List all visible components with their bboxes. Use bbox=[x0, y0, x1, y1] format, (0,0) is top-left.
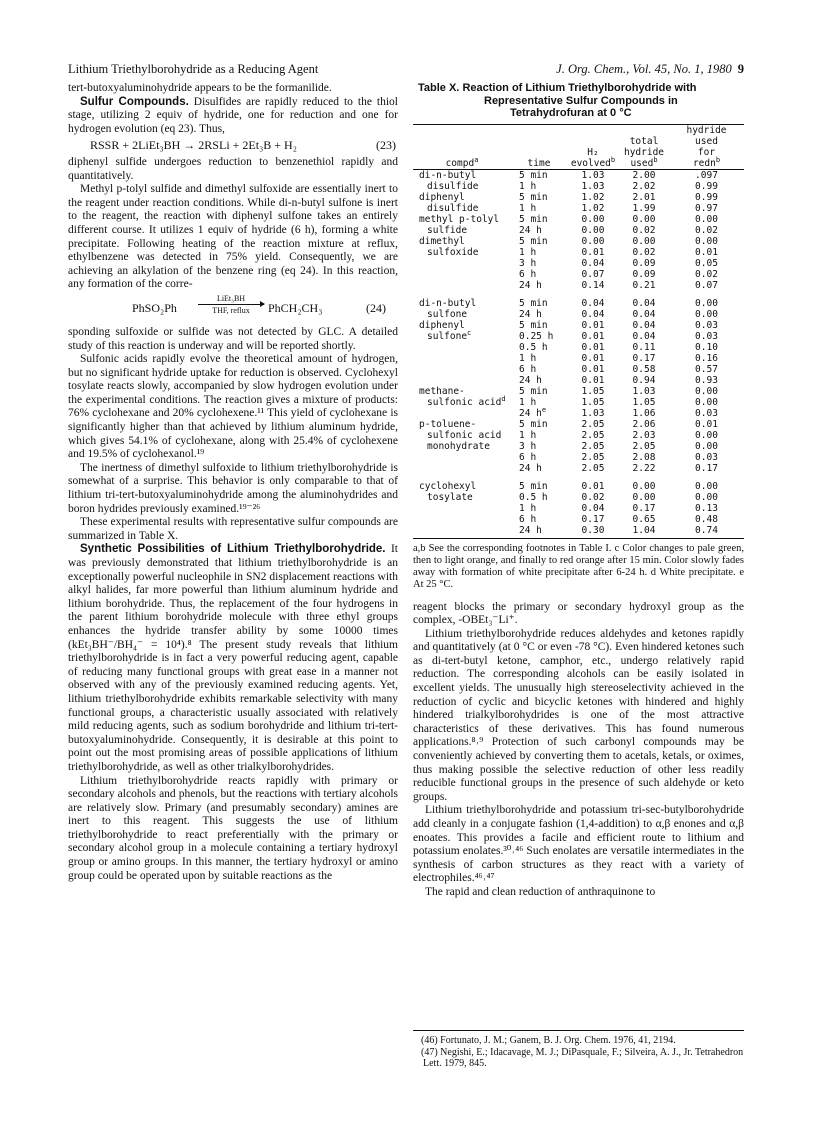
cell-time: 24 h bbox=[519, 224, 542, 236]
left-column bbox=[68, 82, 398, 883]
cell-hydride-redn: 0.07 bbox=[695, 279, 718, 291]
running-title: Lithium Triethylborohydride as a Reducing Agent bbox=[68, 62, 319, 76]
product: PhCH₂CH₃ bbox=[268, 300, 323, 315]
cell-time: 6 h bbox=[519, 268, 537, 280]
data-table bbox=[413, 124, 744, 539]
cell-h2-evolved: 1.03 bbox=[581, 407, 605, 419]
table-row bbox=[413, 331, 744, 342]
cell-h2-evolved: 2.05 bbox=[581, 440, 605, 452]
equation-24 bbox=[68, 294, 398, 324]
cell-compd: p-toluene- bbox=[419, 418, 477, 430]
cell-total-hydride: 0.09 bbox=[632, 268, 656, 280]
cell-h2-evolved: 0.00 bbox=[581, 235, 605, 247]
cell-compd bbox=[413, 463, 511, 474]
cell-compd bbox=[413, 280, 511, 291]
cell-compd: diphenyl bbox=[419, 191, 465, 203]
table-row bbox=[413, 430, 744, 441]
cell-hydride-redn: 0.74 bbox=[669, 525, 744, 539]
paragraph: reagent blocks the primary or secondary hydroxyl group as the complex, -OBEt₃⁻Li⁺. bbox=[413, 600, 744, 627]
cell-time: 24 h bbox=[519, 374, 542, 386]
cell-hydride-redn: 0.00 bbox=[695, 396, 718, 408]
cell-compd: disulfide bbox=[427, 180, 479, 192]
cell-total-hydride: 2.22 bbox=[632, 462, 656, 474]
table-row bbox=[413, 474, 744, 492]
cell-time: 5 min bbox=[519, 297, 548, 309]
table-row bbox=[413, 397, 744, 408]
cell-compd: tosylate bbox=[427, 491, 473, 503]
section-head-synthetic: Synthetic Possibilities of Lithium Triethylborohydride. bbox=[80, 543, 386, 556]
cell-hydride-redn: 0.99 bbox=[695, 191, 718, 203]
cell-compd bbox=[413, 258, 511, 269]
paragraph: The rapid and clean reduction of anthraquinone to bbox=[425, 885, 656, 898]
paragraph: Lithium triethylborohydride reduces aldehydes and ketones rapidly and quantitatively (at 0 °C or even -78 °C). Even hindered ketones such as di-tert-butyl ketone, camphor, etc., undergo relatively rapid reduction. The corresponding alcohols can be easily isolated in excellent yields. The unusually high stereoselectivity achieved in the reduction of cyclic and bicyclic ketones with hindered and highly hindered trialkylborohydrides is one of the most attractive characteristics of these derivatives. This has found numerous applications.⁸˒⁹ Protection of such carbonyl compounds may be conveniently achieved by converting them to acetals, ketals, or oximes, thus making possible the selective reduction of other less readily reducible functional groups in the presence of such aldehyde or keto groups. bbox=[413, 627, 744, 803]
cell-hydride-redn: 0.48 bbox=[695, 513, 718, 525]
cell-h2-evolved: 0.04 bbox=[581, 502, 605, 514]
table-row bbox=[413, 203, 744, 214]
cell-total-hydride: 0.00 bbox=[632, 491, 656, 503]
cell-h2-evolved: 2.05 bbox=[581, 418, 605, 430]
cell-hydride-redn: 0.99 bbox=[695, 180, 718, 192]
cell-time: 5 min bbox=[519, 385, 548, 397]
table-row bbox=[413, 386, 744, 397]
table-row bbox=[413, 441, 744, 452]
paragraph: Sulfonic acids rapidly evolve the theoretical amount of hydrogen, but no significant hydride uptake for reduction is observed. Cyclohexyl tosylate reacts slowly, accompanied by slow hydrogen evolution under the experimental conditions. The reaction gives a mixture of products: 76% cyclohexane and 20% cyclohexene.¹¹ This yield of cyclohexane is significantly higher than that achieved by lithium aluminum hydride, which gives 54.1% of cyclohexane, along with 25.4% of cyclohexene and 19.5% of cyclohexanol.¹⁹ bbox=[68, 353, 398, 461]
cell-h2-evolved: 0.30 bbox=[567, 525, 619, 539]
synthetic-paragraph: Synthetic Possibilities of Lithium Triethylborohydride. It was previously demonstrated that lithium triethylborohydride is an exceptionally powerful nucleophile in SN2 displacement reactions with alkyl halides, far more powerful than lithium aluminum hydride and lithium borohydride. Thus, the replacement of the four hydrogens in the parent lithium borohydride molecule with three ethyl groups enhances the hydride transfer ability by some 10000 times (kEt₃BH⁻/BH₄⁻ = 10⁴).⁸ The present study reveals that lithium triethylborohydride is in fact a very powerful reducing agent, capable of reducing many functional groups with great ease in a manner not observed with any of the previously examined reducing agents. Yet, lithium triethylborohydride exhibits remarkable selectivity with many functional groups, a characteristic usually associated with relatively mild reducing agents, such as sodium borohydride and lithium tri-tert-butoxyaluminohydride. Consequently, it is desirable at this point to point out the most promising areas of possible applications of lithium triethylborohydride, as well as other trialkylborohydrides. bbox=[68, 543, 398, 773]
cell-h2-evolved: 2.05 bbox=[581, 429, 605, 441]
col-header-total-hydride: total hydride used$^b$ bbox=[619, 124, 669, 169]
cell-compd bbox=[413, 408, 511, 419]
cell-time: 24 h bbox=[519, 462, 542, 474]
cell-hydride-redn: 0.02 bbox=[695, 268, 718, 280]
cell-total-hydride: 1.05 bbox=[632, 396, 656, 408]
cell-h2-evolved: 0.01 bbox=[581, 363, 605, 375]
cell-total-hydride: 2.06 bbox=[632, 418, 656, 430]
table-row bbox=[413, 236, 744, 247]
cell-hydride-redn: 0.17 bbox=[695, 462, 718, 474]
cell-h2-evolved: 0.14 bbox=[581, 279, 605, 291]
paragraph: Methyl p-tolyl sulfide and dimethyl sulfoxide are essentially inert to the reagent under reaction conditions. While di-n-butyl sulfone is inert to the reagent, the reaction with diphenyl sulfone takes an entirely different course. It utilizes 1 equiv of hydride (6 h), forming a white precipitate. Following heating of the reaction mixture at reflux, ethylbenzene was detected in 75% yield. Consequently, we are achieving an alkylation of the benzene ring (eq 24). In this reaction, any formation of the corre- bbox=[68, 183, 398, 291]
cell-h2-evolved: 0.00 bbox=[581, 213, 605, 225]
table-row bbox=[413, 452, 744, 463]
cell-hydride-redn: 0.00 bbox=[695, 491, 718, 503]
cell-time: 6 h bbox=[519, 513, 537, 525]
cell-h2-evolved: 0.01 bbox=[581, 341, 605, 353]
cell-time: 0.5 h bbox=[519, 341, 548, 353]
cell-compd: sulfonic acid$^d$ bbox=[427, 394, 506, 408]
cell-hydride-redn: 0.16 bbox=[695, 352, 718, 364]
table-row bbox=[413, 169, 744, 181]
equation-23: RSSR + 2LiEt₃BH → 2RSLi + 2Et₃B + H₂ (23) bbox=[90, 138, 396, 153]
paragraph: The inertness of dimethyl sulfoxide to lithium triethylborohydride is somewhat of a surprise. This behavior is only comparable to that of lithium tri-tert-butoxyaluminohydride among the aluminohydrides and boron hydrides previously examined.¹⁹⁻²⁶ bbox=[68, 461, 398, 515]
cell-compd: di-n-butyl bbox=[419, 297, 477, 309]
cell-compd: sulfide bbox=[427, 224, 468, 236]
cell-compd: di-n-butyl bbox=[419, 169, 477, 181]
cell-hydride-redn: 0.01 bbox=[695, 418, 718, 430]
cell-compd bbox=[413, 269, 511, 280]
cell-h2-evolved: 1.03 bbox=[581, 180, 605, 192]
cell-compd bbox=[413, 342, 511, 353]
cell-total-hydride: 2.05 bbox=[632, 440, 656, 452]
table-row bbox=[413, 342, 744, 353]
cell-total-hydride: 0.09 bbox=[632, 257, 656, 269]
cell-h2-evolved: 1.02 bbox=[581, 191, 605, 203]
cell-compd bbox=[413, 353, 511, 364]
cell-compd: methyl p-tolyl bbox=[419, 213, 500, 225]
cell-compd bbox=[413, 364, 511, 375]
cell-hydride-redn: 0.00 bbox=[695, 480, 718, 492]
cell-h2-evolved: 0.04 bbox=[581, 257, 605, 269]
cell-time: 24 h bbox=[511, 525, 567, 539]
sulfur-paragraph: Sulfur Compounds. Disulfides are rapidly reduced to the thiol stage, utilizing 2 equiv of hydride, one for reduction and one for hydrogen evolution (eq 23). Thus, bbox=[68, 95, 399, 135]
cell-total-hydride: 0.02 bbox=[632, 224, 656, 236]
table-row bbox=[413, 225, 744, 236]
cell-compd: methane- bbox=[419, 385, 465, 397]
cell-time: 24 $h^e$ bbox=[519, 405, 547, 419]
table-row bbox=[413, 247, 744, 258]
cell-total-hydride: 0.04 bbox=[632, 308, 656, 320]
cell-compd: sulfoxide bbox=[427, 246, 479, 258]
reactant: PhSO₂Ph bbox=[132, 300, 177, 315]
cell-total-hydride: 1.04 bbox=[619, 525, 669, 539]
cell-h2-evolved: 1.02 bbox=[581, 202, 605, 214]
cell-time: 6 h bbox=[519, 363, 537, 375]
cell-total-hydride: 1.06 bbox=[632, 407, 656, 419]
condition-label: THF, reflux bbox=[212, 305, 250, 315]
cell-compd: diphenyl bbox=[419, 319, 465, 331]
cell-total-hydride: 0.17 bbox=[632, 352, 656, 364]
table-row bbox=[413, 320, 744, 331]
table-row bbox=[413, 408, 744, 419]
cell-total-hydride: 2.00 bbox=[632, 169, 656, 181]
cell-total-hydride: 2.03 bbox=[632, 429, 656, 441]
reaction-arrow bbox=[198, 294, 264, 315]
cell-compd bbox=[413, 514, 511, 525]
table-row bbox=[413, 258, 744, 269]
cell-total-hydride: 1.03 bbox=[632, 385, 656, 397]
cell-time: 0.5 h bbox=[519, 491, 548, 503]
cell-compd: sulfone bbox=[427, 308, 468, 320]
cell-h2-evolved: 0.00 bbox=[581, 224, 605, 236]
equation-number: (23) bbox=[376, 138, 396, 153]
table-row bbox=[413, 291, 744, 309]
cell-total-hydride: 2.02 bbox=[632, 180, 656, 192]
cell-compd: sulfone$^c$ bbox=[427, 328, 472, 342]
table-footnote: a,b See the corresponding footnotes in Table I. c Color changes to pale green, then to light orange, and finally to red orange after 15 min. Color slowly fades away with formation of white precipitate after 6-24 h. d White precipitate. e At 25 °C. bbox=[413, 542, 744, 590]
table-row bbox=[413, 463, 744, 474]
cell-hydride-redn: 0.93 bbox=[695, 374, 718, 386]
cell-hydride-redn: 0.10 bbox=[695, 341, 718, 353]
cell-compd bbox=[413, 503, 511, 514]
paragraph: diphenyl sulfide undergoes reduction to benzenethiol rapidly and quantitatively. bbox=[68, 155, 398, 182]
cell-hydride-redn: 0.03 bbox=[695, 407, 718, 419]
cell-time: 3 h bbox=[519, 257, 537, 269]
cell-h2-evolved: 2.05 bbox=[581, 451, 605, 463]
arrow-icon bbox=[198, 304, 264, 305]
table-row bbox=[413, 525, 744, 539]
cell-hydride-redn: 0.00 bbox=[695, 235, 718, 247]
cell-hydride-redn: 0.97 bbox=[695, 202, 718, 214]
cell-total-hydride: 0.11 bbox=[632, 341, 656, 353]
cell-time: 24 h bbox=[519, 279, 542, 291]
table-row bbox=[413, 364, 744, 375]
paragraph: tert-butoxyaluminohydride appears to be the formanilide. bbox=[68, 82, 332, 94]
cell-hydride-redn: 0.00 bbox=[695, 297, 718, 309]
cell-time: 5 min bbox=[519, 191, 548, 203]
cell-time: 0.25 h bbox=[519, 330, 554, 342]
cell-compd: cyclohexyl bbox=[419, 480, 477, 492]
cell-hydride-redn: 0.01 bbox=[695, 246, 718, 258]
cell-time: 5 min bbox=[519, 418, 548, 430]
cell-time: 6 h bbox=[519, 451, 537, 463]
cell-h2-evolved: 0.02 bbox=[581, 491, 605, 503]
reference-47: (47) Negishi, E.; Idacavage, M. J.; DiPasquale, F.; Silveira, A. J., Jr. Tetrahedron Lett. 1979, 845. bbox=[421, 1046, 744, 1070]
table-row bbox=[413, 375, 744, 386]
table-row bbox=[413, 214, 744, 225]
reference-46: (46) Fortunato, J. M.; Ganem, B. J. Org. Chem. 1976, 41, 2194. bbox=[421, 1035, 676, 1046]
table-row bbox=[413, 192, 744, 203]
cell-hydride-redn: 0.00 bbox=[695, 213, 718, 225]
cell-h2-evolved: 0.01 bbox=[581, 319, 605, 331]
cell-h2-evolved: 0.01 bbox=[581, 246, 605, 258]
cell-time: 1 h bbox=[519, 502, 537, 514]
cell-total-hydride: 0.02 bbox=[632, 246, 656, 258]
right-column bbox=[413, 82, 744, 900]
paragraph: Lithium triethylborohydride and potassium tri-sec-butylborohydride add cleanly in a conjugate fashion (1,4-addition) to α,β enones and α,β enoates. This provides a facile and efficient route to lithium and potassium enolates.³⁰˒⁴⁶ Such enolates are versatile intermediates in the synthesis of carbon structures as they react with a variety of electrophiles.⁴⁶˒⁴⁷ bbox=[413, 804, 744, 885]
table-row bbox=[413, 353, 744, 364]
table-row bbox=[413, 269, 744, 280]
cell-total-hydride: 0.58 bbox=[632, 363, 656, 375]
cell-time: 1 h bbox=[519, 429, 537, 441]
cell-hydride-redn: 0.02 bbox=[695, 224, 718, 236]
table-header-row bbox=[413, 124, 744, 169]
cell-total-hydride: 0.94 bbox=[632, 374, 656, 386]
paragraph: These experimental results with representative sulfur compounds are summarized in Table X. bbox=[68, 516, 398, 542]
cell-hydride-redn: 0.05 bbox=[695, 257, 718, 269]
table-row bbox=[413, 309, 744, 320]
cell-total-hydride: 2.01 bbox=[632, 191, 656, 203]
cell-time: 5 min bbox=[519, 169, 548, 181]
cell-time: 1 h bbox=[519, 396, 537, 408]
cell-time: 5 min bbox=[519, 480, 548, 492]
cell-compd: monohydrate bbox=[427, 440, 490, 452]
cell-time: 24 h bbox=[519, 308, 542, 320]
cell-total-hydride: 2.08 bbox=[632, 451, 656, 463]
cell-hydride-redn: 0.00 bbox=[695, 429, 718, 441]
cell-total-hydride: 0.00 bbox=[632, 213, 656, 225]
cell-total-hydride: 0.04 bbox=[632, 297, 656, 309]
cell-hydride-redn: 0.03 bbox=[695, 451, 718, 463]
table-caption: Table X. Reaction of Lithium Triethylborohydride with Representative Sulfur Compounds in Tetrahydrofuran at 0 °C bbox=[418, 82, 697, 119]
reagent-label: LiEt₃BH bbox=[216, 293, 246, 303]
page-number: 9 bbox=[737, 62, 744, 76]
cell-h2-evolved: 0.07 bbox=[581, 268, 605, 280]
cell-h2-evolved: 1.05 bbox=[581, 396, 605, 408]
cell-h2-evolved: 1.05 bbox=[581, 385, 605, 397]
col-header-time: time bbox=[511, 124, 567, 169]
cell-time: 1 h bbox=[519, 352, 537, 364]
references bbox=[413, 1030, 744, 1070]
table-row bbox=[413, 419, 744, 430]
cell-hydride-redn: 0.13 bbox=[695, 502, 718, 514]
cell-total-hydride: 0.04 bbox=[632, 330, 656, 342]
paragraph: sponding sulfoxide or sulfide was not detected by GLC. A detailed study of this reaction is underway and will be reported shortly. bbox=[68, 325, 398, 352]
paragraph: Lithium triethylborohydride reacts rapidly with primary or secondary alcohols and phenols, but the reactions with tertiary alcohols are relatively slow. Primary (and presumably secondary) amines are inert to this reagent. This suggests the use of lithium triethylborohydride to react preferentially with the primary or secondary alcohol group in a molecule containing a tertiary hydroxyl group or amino groups. In this manner, the tertiary hydroxyl or amino group could be operated upon by suitable reactions as the bbox=[68, 774, 398, 882]
table-row bbox=[413, 181, 744, 192]
cell-hydride-redn: .097 bbox=[695, 169, 718, 181]
cell-hydride-redn: 0.57 bbox=[695, 363, 718, 375]
cell-time: 3 h bbox=[519, 440, 537, 452]
table-row bbox=[413, 503, 744, 514]
table-row bbox=[413, 280, 744, 291]
cell-compd: sulfonic acid bbox=[427, 429, 502, 441]
equation-number: (24) bbox=[366, 300, 386, 315]
cell-h2-evolved: 0.01 bbox=[581, 352, 605, 364]
cell-total-hydride: 0.21 bbox=[632, 279, 656, 291]
cell-hydride-redn: 0.00 bbox=[695, 385, 718, 397]
cell-total-hydride: 0.00 bbox=[632, 480, 656, 492]
cell-h2-evolved: 0.01 bbox=[581, 330, 605, 342]
cell-h2-evolved: 0.04 bbox=[581, 308, 605, 320]
cell-total-hydride: 1.99 bbox=[632, 202, 656, 214]
cell-time: 5 min bbox=[519, 235, 548, 247]
cell-h2-evolved: 0.01 bbox=[581, 374, 605, 386]
cell-h2-evolved: 0.01 bbox=[581, 480, 605, 492]
cell-h2-evolved: 2.05 bbox=[581, 462, 605, 474]
cell-compd bbox=[413, 375, 511, 386]
cell-hydride-redn: 0.00 bbox=[695, 440, 718, 452]
cell-compd bbox=[413, 525, 511, 539]
cell-total-hydride: 0.65 bbox=[632, 513, 656, 525]
cell-h2-evolved: 1.03 bbox=[581, 169, 605, 181]
col-header-h2: H₂ evolved$^b$ bbox=[567, 124, 619, 169]
cell-h2-evolved: 0.17 bbox=[581, 513, 605, 525]
cell-compd: disulfide bbox=[427, 202, 479, 214]
cell-total-hydride: 0.04 bbox=[632, 319, 656, 331]
journal-citation: J. Org. Chem., Vol. 45, No. 1, 1980 9 bbox=[556, 62, 744, 76]
col-header-hydride-redn: hydride used for redn$^b$ bbox=[669, 124, 744, 169]
table-row bbox=[413, 492, 744, 503]
cell-time: 1 h bbox=[519, 202, 537, 214]
cell-time: 1 h bbox=[519, 246, 537, 258]
cell-time: 1 h bbox=[519, 180, 537, 192]
cell-h2-evolved: 0.04 bbox=[581, 297, 605, 309]
cell-time: 5 min bbox=[519, 319, 548, 331]
cell-hydride-redn: 0.03 bbox=[695, 330, 718, 342]
section-head-sulfur: Sulfur Compounds. bbox=[80, 95, 189, 108]
table-row bbox=[413, 514, 744, 525]
col-header-compd: compd$^a$ bbox=[413, 124, 511, 169]
cell-hydride-redn: 0.00 bbox=[695, 308, 718, 320]
cell-time: 5 min bbox=[519, 213, 548, 225]
cell-total-hydride: 0.17 bbox=[632, 502, 656, 514]
cell-hydride-redn: 0.03 bbox=[695, 319, 718, 331]
cell-compd: dimethyl bbox=[419, 235, 465, 247]
cell-total-hydride: 0.00 bbox=[632, 235, 656, 247]
cell-compd bbox=[413, 452, 511, 463]
